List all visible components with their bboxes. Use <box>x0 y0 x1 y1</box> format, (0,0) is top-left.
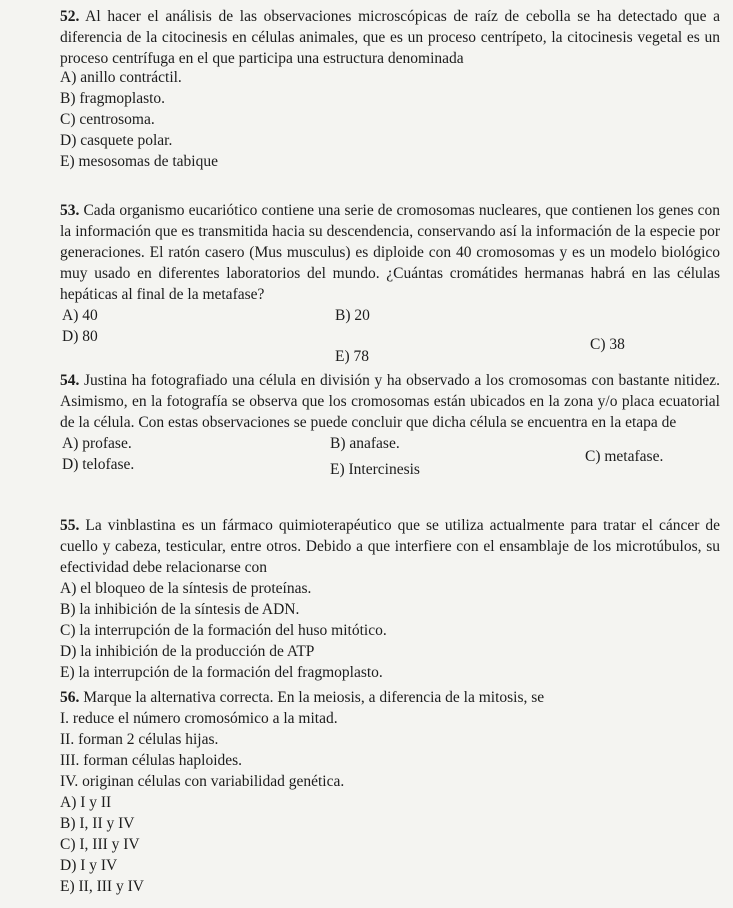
statement: II. forman 2 células hijas. <box>60 731 219 748</box>
question-stem <box>60 370 720 433</box>
option[interactable]: B) 20 <box>335 307 370 324</box>
option[interactable]: A) 40 <box>62 307 98 324</box>
question-54 <box>60 370 720 478</box>
option[interactable]: B) I, II y IV <box>60 815 135 832</box>
options-row <box>60 305 720 326</box>
option[interactable]: C) 38 <box>590 336 625 353</box>
question-stem <box>60 6 720 69</box>
option[interactable]: E) Intercinesis <box>330 461 420 478</box>
option[interactable]: E) la interrupción de la formación del fragmoplasto. <box>60 664 383 681</box>
option[interactable]: A) I y II <box>60 794 112 811</box>
statement: I. reduce el número cromosómico a la mitad. <box>60 710 338 727</box>
option[interactable]: A) anillo contráctil. <box>60 69 182 86</box>
question-text: La vinblastina es un fármaco quimioterapéutico que se utiliza actualmente para tratar el cáncer de cuello y cabeza, testicular, entre otros. Debido a que interfiere con el ensamblaje de los microtúbulos, su efectividad debe relacionarse con <box>60 517 721 576</box>
option[interactable]: D) la inhibición de la producción de ATP <box>60 643 315 660</box>
option[interactable]: D) I y IV <box>60 857 118 874</box>
question-number: 55. <box>60 517 80 534</box>
option[interactable]: B) la inhibición de la síntesis de ADN. <box>60 601 300 618</box>
question-stem <box>60 515 720 578</box>
question-53 <box>60 200 720 365</box>
question-stem <box>60 200 720 305</box>
option[interactable]: A) profase. <box>62 435 132 452</box>
option[interactable]: C) metafase. <box>585 448 664 465</box>
statement: III. forman células haploides. <box>60 752 243 769</box>
question-text: Cada organismo eucariótico contiene una serie de cromosomas nucleares, que contienen los genes con la información que es transmitida hacia su descendencia, conservando así la información de la especie por generaciones. El ratón casero (Mus musculus) es diploide con 40 cromosomas y es un modelo biológico muy usado en diferentes laboratorios del mundo. ¿Cuántas cromátides hermanas habrá en las células hepáticas al final de la metafase? <box>60 202 720 303</box>
option[interactable]: E) II, III y IV <box>60 878 144 895</box>
question-55 <box>60 515 720 683</box>
question-text: Justina ha fotografiado una célula en división y ha observado a los cromosomas con bastante nitidez. Asimismo, en la fotografía se observa que los cromosomas están ubicados en la zona y/o placa ecuatorial de la célula. Con estas observaciones se puede concluir que dicha célula se encuentra en la etapa de <box>60 372 720 431</box>
option[interactable]: C) la interrupción de la formación del huso mitótico. <box>60 622 387 639</box>
option[interactable]: D) 80 <box>62 328 98 345</box>
question-52 <box>60 6 720 172</box>
option[interactable]: D) telofase. <box>62 456 135 473</box>
options-row <box>60 326 720 365</box>
question-number: 56. <box>60 689 80 706</box>
option[interactable]: E) mesosomas de tabique <box>60 153 218 170</box>
question-number: 53. <box>60 202 80 219</box>
statement: IV. originan células con variabilidad genética. <box>60 773 345 790</box>
option[interactable]: A) el bloqueo de la síntesis de proteínas. <box>60 580 312 597</box>
question-number: 54. <box>60 372 80 389</box>
option[interactable]: E) 78 <box>335 348 370 365</box>
option[interactable]: B) anafase. <box>330 435 400 452</box>
option[interactable]: D) casquete polar. <box>60 132 173 149</box>
question-text: Al hacer el análisis de las observaciones microscópicas de raíz de cebolla se ha detectado que a diferencia de la citocinesis en células animales, que es un proceso centrípeto, la citocinesis vegetal es un proceso centrífuga en el que participa una estructura denominada <box>60 8 720 67</box>
option[interactable]: B) fragmoplasto. <box>60 90 166 107</box>
option[interactable]: C) I, III y IV <box>60 836 140 853</box>
option[interactable]: C) centrosoma. <box>60 111 155 128</box>
question-text: Marque la alternativa correcta. En la meiosis, a diferencia de la mitosis, se <box>83 689 545 706</box>
question-stem <box>60 687 720 708</box>
question-56 <box>60 687 720 897</box>
options-row <box>60 448 720 478</box>
question-number: 52. <box>60 8 80 25</box>
